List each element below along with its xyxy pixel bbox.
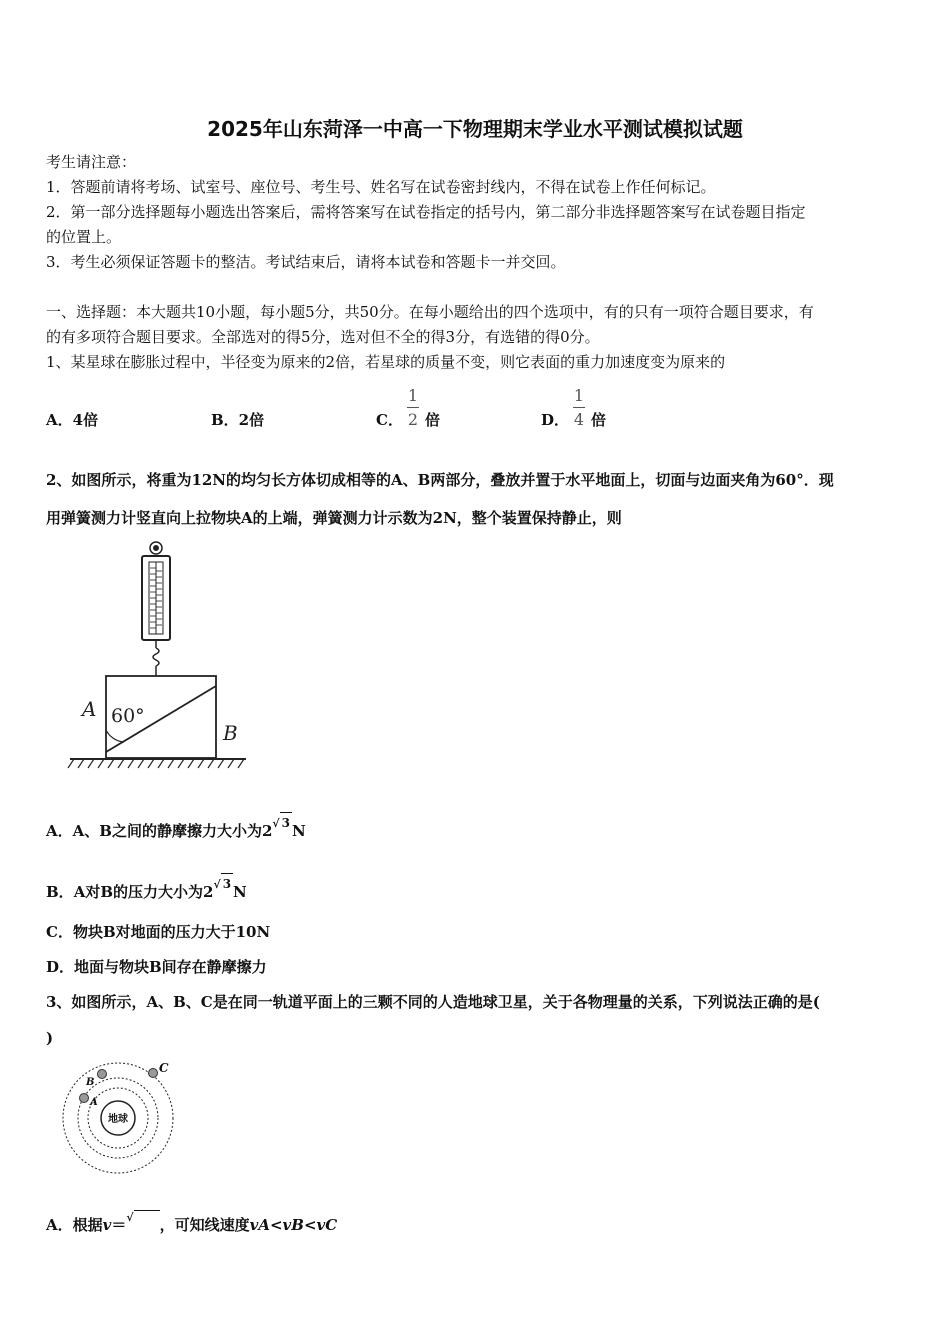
q1-option-d-label: D． [541, 411, 570, 429]
q1-option-a: A．4倍 [46, 411, 99, 429]
option-text: A、B之间的静摩擦力大小为2 [72, 822, 273, 840]
q1-option-d-unit: 倍 [591, 411, 607, 429]
spring-scale-icon [142, 542, 170, 676]
sqrt-icon: √ 3 [213, 878, 233, 891]
q3-stem: ) [46, 1029, 54, 1047]
q1-option-c-fraction [407, 386, 419, 429]
satellite-a-icon [80, 1094, 89, 1103]
q3-option-a [46, 1208, 337, 1235]
q2-option-c: C．物块B对地面的压力大于10N [46, 923, 271, 941]
notice-heading: 考生请注意： [46, 153, 137, 171]
q1-option-d-fraction [573, 386, 585, 429]
q2-option-d: D．地面与物块B间存在静摩擦力 [46, 958, 267, 976]
option-unit: N [233, 883, 247, 901]
option-unit: N [292, 822, 306, 840]
velocity-symbol: v [102, 1216, 112, 1234]
sqrt-radicand-box [134, 1210, 160, 1221]
notice-item: 2．第一部分选择题每小题选出答案后，需将答案写在试卷指定的括号内，第二部分非选择题答案写在试卷题目指定 [46, 203, 806, 221]
option-prefix: A．根据 [46, 1216, 103, 1234]
fraction-numerator: 1 [573, 386, 585, 405]
notice-item: 的位置上。 [46, 228, 122, 246]
section-intro: 一、选择题：本大题共10小题，每小题5分，共50分。在每小题给出的四个选项中，有的只有一项符合题目要求，有 [46, 303, 814, 321]
sqrt-radicand: 3 [221, 873, 233, 894]
notice-item: 3．考生必须保证答题卡的整洁。考试结束后，请将本试卷和答题卡一并交回。 [46, 253, 566, 271]
section-intro: 的有多项符合题目要求。全部选对的得5分，选对但不全的得3分，有选错的得0分。 [46, 328, 600, 346]
q2-stem: 用弹簧测力计竖直向上拉物块A的上端，弹簧测力计示数为2N，整个装置保持静止，则 [46, 509, 622, 527]
figure-angle-label: 60° [111, 705, 145, 727]
ground-icon [68, 759, 246, 768]
sqrt-icon: √ [126, 1211, 159, 1224]
velocity-relation: vA<vB<vC [249, 1216, 338, 1234]
satellite-c-icon [149, 1069, 158, 1078]
option-prefix: B． [46, 883, 74, 901]
q2-stem: 2、如图所示，将重为12N的均匀长方体切成相等的A、B两部分，叠放并置于水平地面上，切面与边面夹角为60°．现 [46, 471, 834, 489]
option-text: A对B的压力大小为2 [73, 883, 214, 901]
satellite-a-label: A [90, 1097, 98, 1108]
notice-item: 1．答题前请将考场、试室号、座位号、考生号、姓名写在试卷密封线内，不得在试卷上作任何标记。 [46, 178, 716, 196]
fraction-numerator: 1 [407, 386, 419, 405]
fraction-bar [407, 407, 419, 408]
satellite-c-label: C [159, 1061, 169, 1075]
q2-figure [66, 540, 251, 775]
q3-orbit-figure [56, 1058, 186, 1178]
earth-label: 地球 [108, 1114, 128, 1125]
equals-sign: ＝ [111, 1216, 127, 1234]
satellite-b-label: B [86, 1077, 95, 1088]
q2-option-b [46, 873, 247, 902]
q1-option-c-unit: 倍 [425, 411, 441, 429]
sqrt-radicand: 3 [280, 812, 292, 833]
fraction-bar [573, 407, 585, 408]
q1-stem: 1、某星球在膨胀过程中，半径变为原来的2倍，若星球的质量不变，则它表面的重力加速度变为原来的 [46, 353, 726, 371]
figure-label-a: A [82, 697, 97, 721]
page-title: 2025年山东菏泽一中高一下物理期末学业水平测试模拟试题 [207, 117, 743, 141]
q1-option-b: B．2倍 [211, 411, 265, 429]
figure-label-b: B [223, 721, 238, 745]
q1-option-c-label: C． [376, 411, 403, 429]
satellite-b-icon [98, 1070, 107, 1079]
option-prefix: A． [46, 822, 73, 840]
fraction-denominator: 4 [573, 410, 585, 429]
option-text: ，可知线速度 [159, 1216, 250, 1234]
fraction-denominator: 2 [407, 410, 419, 429]
q3-stem: 3、如图所示，A、B、C是在同一轨道平面上的三颗不同的人造地球卫星，关于各物理量的关系，下列说法正确的是( [46, 993, 820, 1011]
q2-option-a [46, 812, 306, 841]
sqrt-icon: √ 3 [272, 817, 292, 830]
